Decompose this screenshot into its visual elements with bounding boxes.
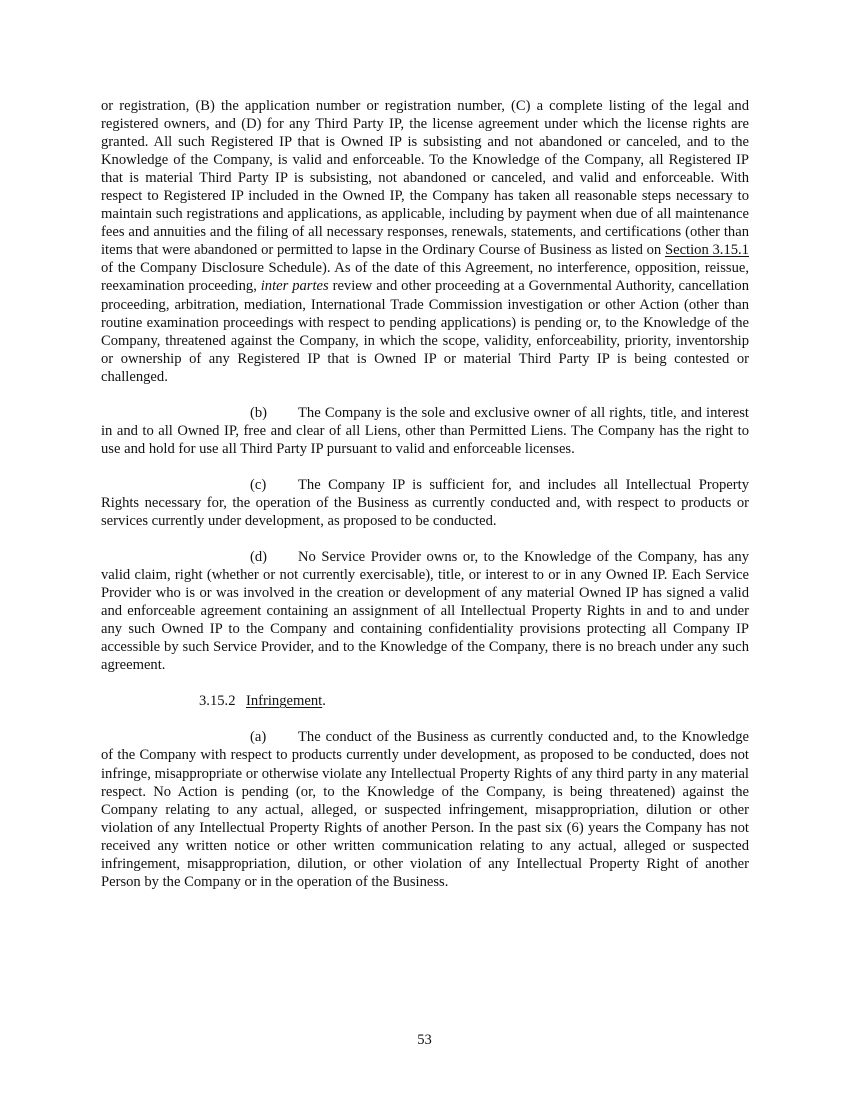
paragraph-text: or registration, (B) the application number or registration number, (C) a complete listing of the legal and registered owners, and (D) for any Third Party IP, the license agreement under which the license rights are granted. All such Registered IP that is Owned IP is subsisting and not abandoned or canceled, and to the Knowledge of the Company, is valid and enforceable. To the Knowledge of the Company, all Registered IP that is material Third Party IP is subsisting, not abandoned or canceled, and valid and enforceable. With respect to Registered IP included in the Owned IP, the Company has taken all reasonable steps necessary to maintain such registrations and applications, as applicable, including by payment when due of all maintenance fees and annuities and the filing of all necessary responses, renewals, statements, and certifications (other than items that were abandoned or permitted to lapse in the Ordinary Course of Business as listed on bbox=[101, 98, 749, 259]
subparagraph-text: No Service Provider owns or, to the Knowledge of the Company, has any valid claim, right (whether or not currently exercisable), title, or interest to or in any Owned IP. Each Service Provider who is or was involved in the creation or development of any material Owned IP has signed a valid and enforceable agreement containing an assignment of all Intellectual Property Rights in and to and under any such Owned IP to the Company and containing confidentiality provisions protecting all Company IP accessible by such Service Provider, and to the Knowledge of the Company, there is no breach under any such agreement. bbox=[101, 549, 749, 674]
subparagraph-c bbox=[101, 476, 749, 530]
subparagraph-d bbox=[101, 548, 749, 674]
subparagraph-marker: (d) bbox=[250, 549, 268, 566]
subparagraph-marker: (c) bbox=[250, 476, 267, 493]
section-title: Infringement bbox=[246, 693, 323, 710]
italic-term: inter partes bbox=[260, 278, 329, 295]
section-number: 3.15.2 bbox=[199, 693, 236, 710]
paragraph-text: of the Company Disclosure Schedule). As of the date of this Agreement, no interference, opposition, reissue, reexamination proceeding, bbox=[101, 260, 749, 295]
section-heading bbox=[101, 692, 749, 710]
section-reference-link: Section 3.15.1 bbox=[664, 242, 749, 259]
paragraph-text: review and other proceeding at a Governmental Authority, cancellation proceeding, arbitration, mediation, International Trade Commission investigation or other Action (other than routine examination proceedings with respect to pending applications) is pending or, to the Knowledge of the Company, threatened against the Company, in which the scope, validity, enforceability, priority, inventorship or ownership of any Registered IP that is Owned IP or material Third Party IP is being contested or challenged. bbox=[101, 278, 750, 385]
subparagraph-text: The Company is the sole and exclusive owner of all rights, title, and interest in and to all Owned IP, free and clear of all Liens, other than Permitted Liens. The Company has the right to use and hold for use all Third Party IP pursuant to valid and enforceable licenses. bbox=[101, 404, 749, 457]
subparagraph-marker: (a) bbox=[250, 729, 267, 746]
subparagraph-text: The Company IP is sufficient for, and includes all Intellectual Property Rights necessary for, the operation of the Business as currently conducted and, with respect to products or services currently under development, as proposed to be conducted. bbox=[101, 476, 749, 529]
paragraph-continuation bbox=[101, 97, 749, 386]
page-number: 53 bbox=[417, 1032, 432, 1048]
subparagraph-b bbox=[101, 404, 749, 458]
section-title-period: . bbox=[322, 693, 326, 710]
document-body bbox=[101, 97, 749, 891]
subparagraph-text: The conduct of the Business as currently conducted and, to the Knowledge of the Company with respect to products currently under development, as proposed to be conducted, does not infringe, misappropriate or otherwise violate any Intellectual Property Rights of any third party in any material respect. No Action is pending (or, to the Knowledge of the Company, is being threatened) against the Company relating to any actual, alleged, or suspected infringement, misappropriation, dilution or other violation of any Intellectual Property Rights of another Person. In the past six (6) years the Company has not received any written notice or other written communication relating to any actual, alleged or suspected infringement, misappropriation, dilution, or other violation of any Intellectual Property Right of another Person by the Company or in the operation of the Business. bbox=[101, 729, 749, 890]
subparagraph-a bbox=[101, 728, 749, 890]
subparagraph-marker: (b) bbox=[250, 404, 268, 421]
